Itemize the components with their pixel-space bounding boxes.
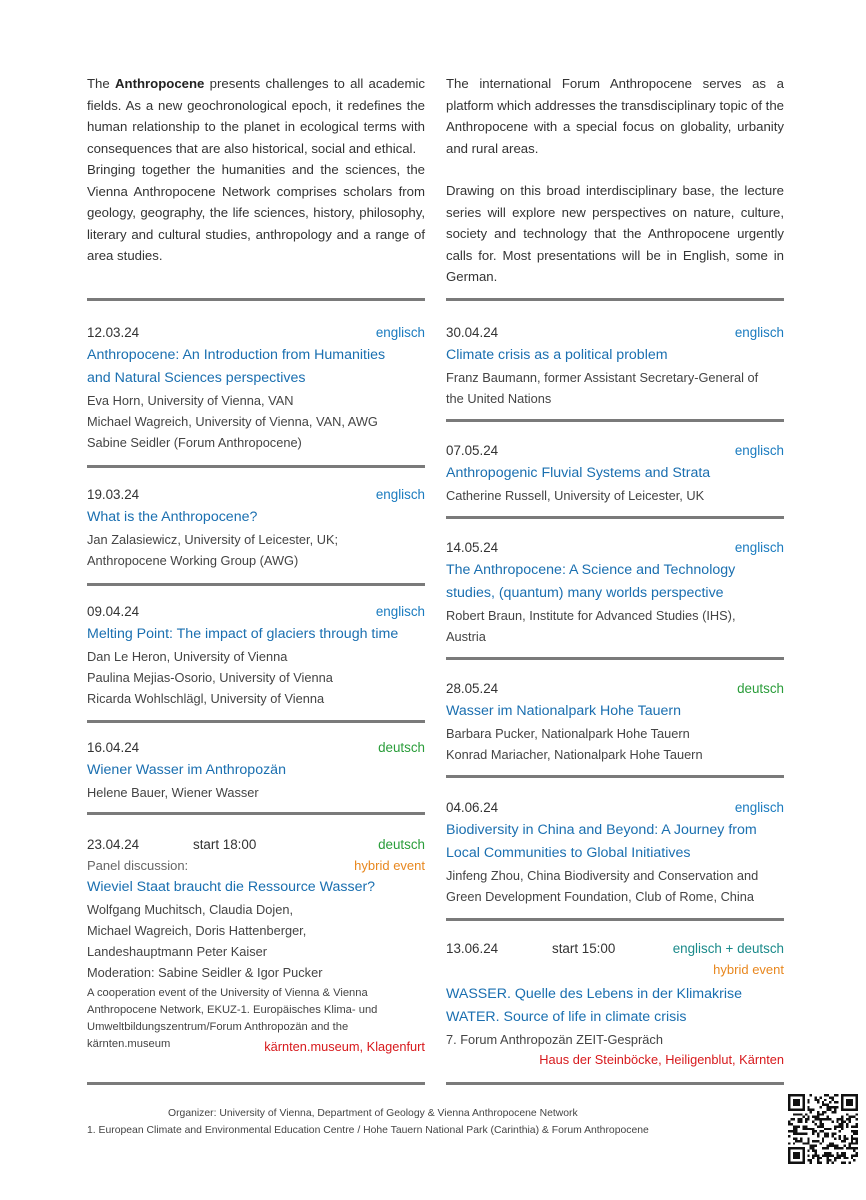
event-language: englisch + deutsch — [672, 941, 784, 956]
event-title — [87, 876, 425, 899]
event-card — [87, 484, 425, 571]
event-speakers — [446, 485, 784, 506]
separator — [446, 419, 784, 422]
speaker: Eva Horn, University of Vienna, VAN — [87, 393, 294, 408]
separator — [446, 516, 784, 519]
speaker: Sabine Seidler (Forum Anthropocene) — [87, 435, 302, 450]
event-title — [446, 462, 784, 485]
event-language: englisch — [375, 325, 425, 340]
event-card — [446, 938, 784, 1070]
event-speakers — [87, 646, 425, 709]
event-speakers — [446, 367, 784, 409]
event-title-line: What is the Anthropocene? — [87, 509, 258, 525]
event-header — [446, 938, 784, 960]
speaker: Jan Zalasiewicz, University of Leicester, UK; — [87, 532, 339, 547]
event-date: 13.06.24 — [446, 941, 499, 956]
separator — [87, 298, 425, 301]
event-title-line: Melting Point: The impact of glaciers through time — [87, 626, 399, 642]
event-title-line: Wieviel Staat braucht die Ressource Wasser? — [87, 879, 376, 895]
event-language: englisch — [375, 487, 425, 502]
speaker: Michael Wagreich, Doris Hattenberger, — [87, 923, 307, 938]
hybrid-badge: hybrid event — [713, 962, 784, 977]
event-speakers — [87, 390, 425, 453]
event-title-line: WATER. Source of life in climate crisis — [446, 1009, 687, 1025]
event-date: 09.04.24 — [87, 604, 140, 619]
speaker: Konrad Mariacher, Nationalpark Hohe Tauern — [446, 747, 703, 762]
event-card — [446, 322, 784, 409]
event-header — [446, 797, 784, 819]
event-title — [446, 559, 784, 605]
event-title — [87, 759, 425, 782]
event-speakers — [446, 865, 784, 907]
speaker: 7. Forum Anthropozän ZEIT-Gespräch — [446, 1032, 663, 1047]
separator — [87, 720, 425, 723]
event-format-row — [446, 960, 784, 980]
speaker: Helene Bauer, Wiener Wasser — [87, 785, 259, 800]
event-language: deutsch — [378, 837, 425, 852]
event-header — [87, 737, 425, 759]
speaker: the United Nations — [446, 391, 552, 406]
speaker: Michael Wagreich, University of Vienna, VAN, AWG — [87, 414, 378, 429]
event-format-row — [87, 856, 425, 876]
speaker: Robert Braun, Institute for Advanced Studies (IHS), — [446, 608, 736, 623]
event-speakers — [87, 899, 425, 983]
event-title — [87, 623, 425, 646]
event-venue: Haus der Steinböcke, Heiligenblut, Kärnten — [539, 1052, 784, 1067]
speaker: Barbara Pucker, Nationalpark Hohe Tauern — [446, 726, 690, 741]
event-title-line: Wiener Wasser im Anthropozän — [87, 762, 286, 778]
event-venue: kärnten.museum, Klagenfurt — [264, 1039, 425, 1054]
event-date: 12.03.24 — [87, 325, 140, 340]
intro-bold-term: Anthropocene — [115, 76, 205, 91]
event-language: englisch — [734, 800, 784, 815]
event-language: deutsch — [378, 740, 425, 755]
event-title-line: Anthropocene: An Introduction from Humanities — [87, 347, 386, 363]
event-header — [87, 601, 425, 623]
event-title-line: Climate crisis as a political problem — [446, 347, 668, 363]
event-speakers — [446, 723, 784, 765]
footer-organizer: Organizer: University of Vienna, Department of Geology & Vienna Anthropocene Network — [168, 1108, 578, 1119]
speaker: Jinfeng Zhou, China Biodiversity and Conservation and — [446, 868, 759, 883]
hybrid-badge: hybrid event — [354, 858, 425, 873]
intro-right-p1: The international Forum Anthropocene serves as a platform which addresses the transdisciplinary topic of the Anthropocene with a special focus on globality, urbanity and rural areas. — [446, 76, 784, 156]
intro-left — [87, 73, 425, 267]
separator — [446, 298, 784, 301]
speaker: Catherine Russell, University of Leicester, UK — [446, 488, 705, 503]
event-title — [87, 344, 425, 390]
event-title — [446, 344, 784, 367]
event-title-line: WASSER. Quelle des Lebens in der Klimakrise — [446, 986, 742, 1002]
event-header — [446, 678, 784, 700]
separator — [87, 812, 425, 815]
event-header — [446, 440, 784, 462]
event-title — [446, 819, 784, 865]
separator — [87, 1082, 425, 1085]
event-format: Panel discussion: — [87, 858, 189, 873]
event-card — [87, 322, 425, 453]
note-line: Anthropocene Network, EKUZ-1. Europäisches Klima- und — [87, 1004, 378, 1016]
note-line: A cooperation event of the University of Vienna & Vienna — [87, 987, 368, 999]
event-start-time: start 15:00 — [552, 941, 616, 956]
event-card — [87, 834, 425, 1057]
event-title-line: Local Communities to Global Initiatives — [446, 845, 691, 861]
intro-right — [446, 73, 784, 288]
speaker: Paulina Mejias-Osorio, University of Vienna — [87, 670, 333, 685]
event-language: englisch — [734, 443, 784, 458]
separator — [446, 918, 784, 921]
speaker: Moderation: Sabine Seidler & Igor Pucker — [87, 965, 323, 980]
speaker: Green Development Foundation, Club of Rome, China — [446, 889, 755, 904]
event-title — [446, 983, 784, 1029]
event-date: 07.05.24 — [446, 443, 499, 458]
event-date: 28.05.24 — [446, 681, 499, 696]
event-title-line: studies, (quantum) many worlds perspective — [446, 585, 724, 601]
event-language: englisch — [734, 540, 784, 555]
speaker: Dan Le Heron, University of Vienna — [87, 649, 288, 664]
event-title — [87, 506, 425, 529]
footer-partners: 1. European Climate and Environmental Education Centre / Hohe Tauern National Park (Carinthia) & Forum Anthropocene — [87, 1125, 649, 1136]
speaker: Franz Baumann, former Assistant Secretary-General of — [446, 370, 759, 385]
event-card — [446, 797, 784, 907]
event-title-line: Anthropogenic Fluvial Systems and Strata — [446, 465, 711, 481]
event-start-time: start 18:00 — [193, 837, 257, 852]
event-speakers — [87, 529, 425, 571]
speaker: Wolfgang Muchitsch, Claudia Dojen, — [87, 902, 294, 917]
note-line: kärnten.museum — [87, 1038, 171, 1050]
speaker: Anthropocene Working Group (AWG) — [87, 553, 299, 568]
event-header — [446, 537, 784, 559]
event-title-line: The Anthropocene: A Science and Technology — [446, 562, 736, 578]
event-speakers — [446, 605, 784, 647]
event-header — [87, 484, 425, 506]
separator — [446, 775, 784, 778]
intro-text: presents challenges to all academic fields. As a new geochronological epoch, it redefines the human relationship to the planet in ecological terms with consequences that are also historical, social and ethical. — [87, 76, 425, 156]
event-title — [446, 700, 784, 723]
event-speakers — [87, 782, 425, 803]
intro-text: The — [87, 76, 115, 91]
separator — [87, 583, 425, 586]
separator — [446, 657, 784, 660]
intro-left-p2: Bringing together the humanities and the sciences, the Vienna Anthropocene Network comprises scholars from geology, geography, the life sciences, history, philosophy, literary and cultural studies, anthropology and a range of area studies. — [87, 162, 425, 263]
event-card — [446, 537, 784, 647]
event-speakers — [446, 1029, 784, 1050]
intro-right-p2: Drawing on this broad interdisciplinary base, the lecture series will explore new perspectives on nature, culture, society and technology that the Anthropocene urgently calls for. Most presentations will be in English, some in German. — [446, 183, 784, 284]
speaker: Austria — [446, 629, 486, 644]
event-language: englisch — [375, 604, 425, 619]
event-date: 14.05.24 — [446, 540, 499, 555]
event-date: 19.03.24 — [87, 487, 140, 502]
event-card — [446, 678, 784, 765]
intro-left-p1 — [87, 73, 425, 159]
event-date: 04.06.24 — [446, 800, 499, 815]
event-card — [87, 601, 425, 709]
event-card — [87, 737, 425, 803]
event-header — [87, 834, 425, 856]
event-title-line: Biodiversity in China and Beyond: A Journey from — [446, 822, 757, 838]
speaker: Ricarda Wohlschlägl, University of Vienna — [87, 691, 325, 706]
speaker: Landeshauptmann Peter Kaiser — [87, 944, 267, 959]
event-language: englisch — [734, 325, 784, 340]
event-header — [87, 322, 425, 344]
separator — [87, 465, 425, 468]
qr-code-icon — [788, 1094, 858, 1164]
separator — [446, 1082, 784, 1085]
event-date: 23.04.24 — [87, 837, 140, 852]
event-header — [446, 322, 784, 344]
note-line: Umweltbildungszentrum/Forum Anthropozän and the — [87, 1021, 349, 1033]
event-card — [446, 440, 784, 506]
event-title-line: and Natural Sciences perspectives — [87, 370, 306, 386]
event-date: 16.04.24 — [87, 740, 140, 755]
event-title-line: Wasser im Nationalpark Hohe Tauern — [446, 703, 681, 719]
event-date: 30.04.24 — [446, 325, 499, 340]
event-language: deutsch — [737, 681, 784, 696]
